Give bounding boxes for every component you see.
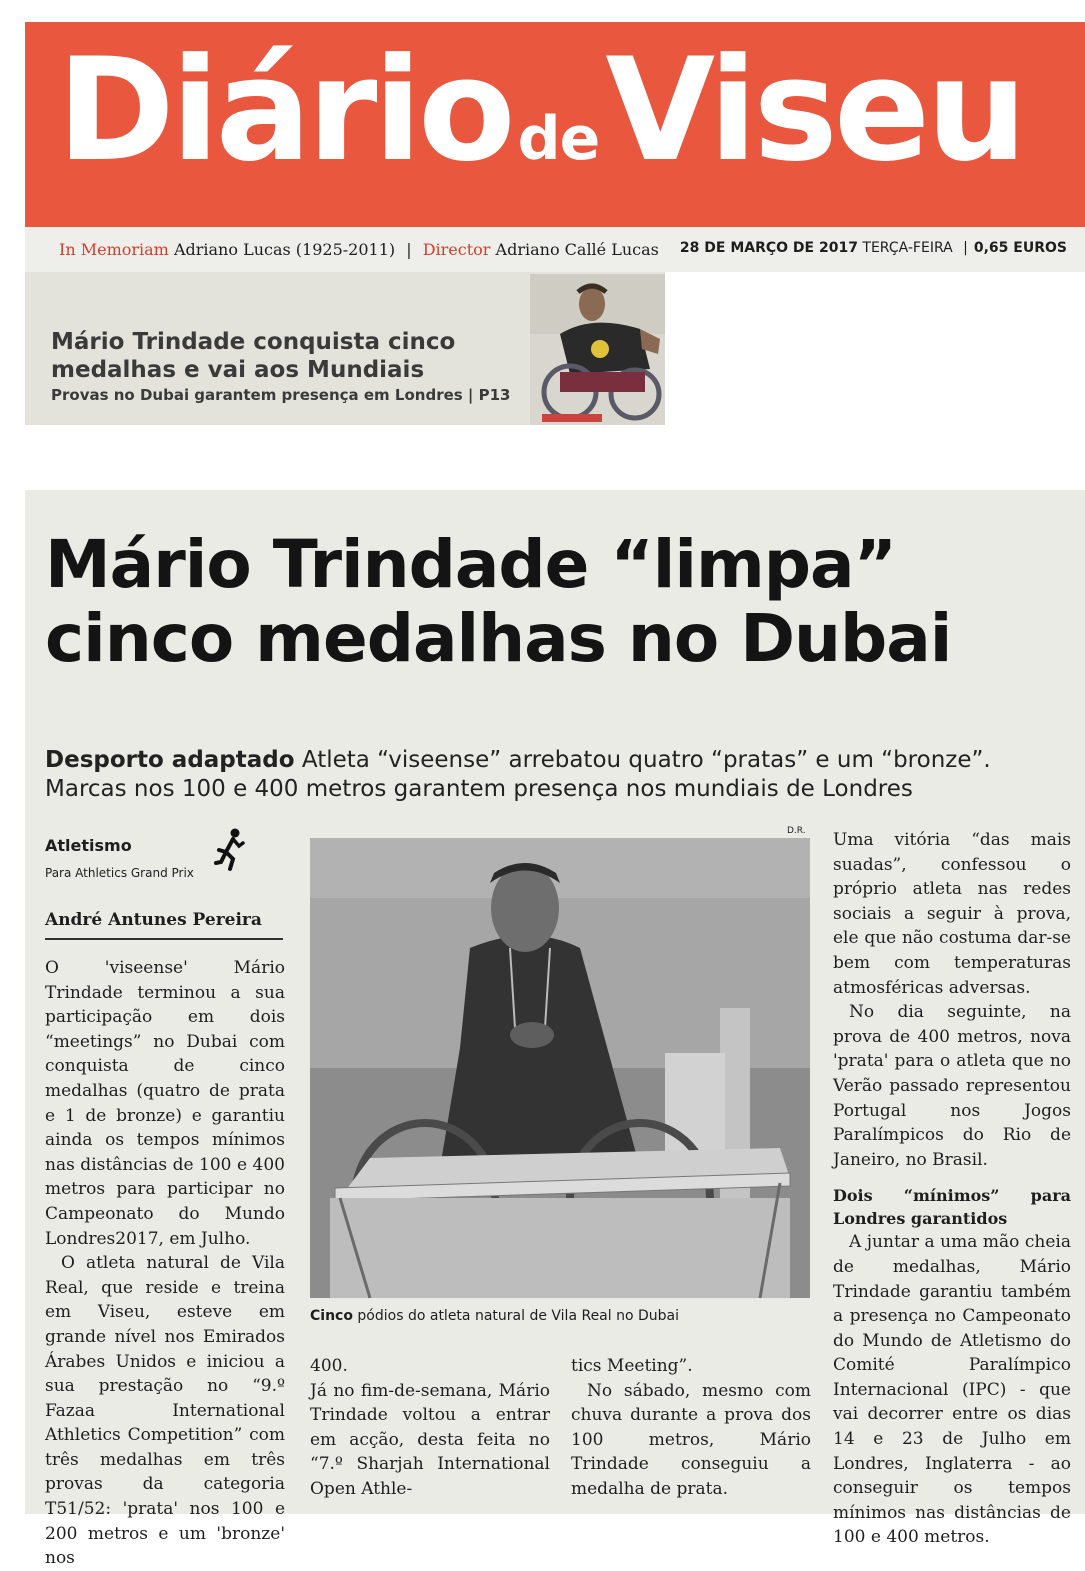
separator: | <box>963 240 968 256</box>
teaser-subline: Provas no Dubai garantem presença em Londres | P13 <box>51 386 511 404</box>
paragraph: 400. <box>310 1356 348 1376</box>
caption-bold: Cinco <box>310 1308 353 1324</box>
byline-divider <box>45 938 283 940</box>
title-city: Viseu <box>605 28 1024 193</box>
column-subheading: Dois “mínimos” para Londres garantidos <box>833 1186 1071 1229</box>
masthead-band <box>25 22 1085 227</box>
article-headline <box>45 528 1005 676</box>
column-1 <box>45 956 285 1571</box>
teaser-headline-line1: Mário Trindade conquista cinco <box>51 329 456 355</box>
wheelchair-athlete-photo <box>530 274 665 425</box>
byline: André Antunes Pereira <box>45 910 262 930</box>
article-clipping <box>25 490 1085 1569</box>
running-person-icon <box>215 828 245 872</box>
masthead-credits <box>59 240 659 259</box>
paragraph: A juntar a uma mão cheia de medalhas, Mário Trindade garantiu também a presença no Campeonato do Mundo de Atletismo do Comité Paralímpico Internacional (IPC) - que vai decorrer entre os dias 14 e 23 de Julho em Londres, Inglaterra - ao conseguir os tempos mínimos nas distâncias de 100 e 400 metros. <box>833 1232 1071 1548</box>
column-3 <box>571 1354 811 1502</box>
director-name: Adriano Callé Lucas <box>495 240 659 259</box>
deck-kicker: Desporto adaptado <box>45 747 295 773</box>
front-page-teaser <box>25 272 665 425</box>
paragraph: No dia seguinte, na prova de 400 metros, nova 'prata' para o atleta que no Verão passado representou Portugal nos Jogos Paralímpicos do Rio de Janeiro, no Brasil. <box>833 1002 1071 1170</box>
memoriam-label: In Memoriam <box>59 240 169 259</box>
masthead <box>25 22 1085 272</box>
paragraph: No sábado, mesmo com chuva durante a prova dos 100 metros, Mário Trindade conseguiu a medalha de prata. <box>571 1380 811 1499</box>
column-4 <box>833 828 1071 1550</box>
photo-caption <box>310 1308 810 1324</box>
paragraph: O 'viseense' Mário Trindade terminou a sua participação em dois “meetings” no Dubai com conquista de cinco medalhas (quatro de prata e 1 de bronze) e garantiu ainda os tempos mínimos nas distâncias de 100 e 400 metros para participar no Campeonato do Mundo Londres2017, em Julho. <box>45 958 285 1249</box>
caption-text: pódios do atleta natural de Vila Real no Dubai <box>352 1308 679 1324</box>
issue-price: 0,65 EUROS <box>973 240 1067 256</box>
paragraph: Já no fim-de-semana, Mário Trindade voltou a entrar em acção, desta feita no “7.º Sharjah International Open Athle- <box>310 1380 550 1499</box>
article-deck <box>45 746 1055 804</box>
deck-line2: Marcas nos 100 e 400 metros garantem presença nos mundiais de Londres <box>45 776 913 802</box>
deck-text1: Atleta “viseense” arrebatou quatro “pratas” e um “bronze”. <box>301 747 991 773</box>
masthead-date-price <box>680 240 1067 256</box>
memoriam-name: Adriano Lucas (1925-2011) <box>173 240 396 259</box>
teaser-headline <box>51 328 521 384</box>
director-label: Director <box>422 240 491 259</box>
title-connector: de <box>517 104 600 174</box>
title-main: Diário <box>57 28 512 193</box>
headline-line2: cinco medalhas no Dubai <box>45 600 952 677</box>
section-label: Atletismo <box>45 836 132 855</box>
photo-credit: D.R. <box>787 826 806 836</box>
newspaper-title <box>57 28 1024 193</box>
column-2 <box>310 1354 550 1502</box>
paragraph: O atleta natural de Vila Real, que reside e treina em Viseu, esteve em grande nível nos Emirados Árabes Unidos e iniciou a sua prestação no “9.º Fazaa International Athletics Competition” com três medalhas em três provas da categoria T51/52: 'prata' nos 100 e 200 metros e um 'bronze' nos <box>45 1253 285 1569</box>
deck-line1 <box>45 746 1055 775</box>
teaser-headline-line2: medalhas e vai aos Mundiais <box>51 357 425 383</box>
headline-line1: Mário Trindade “limpa” <box>45 526 896 603</box>
issue-weekday: TERÇA-FEIRA <box>862 240 953 256</box>
subsection-label: Para Athletics Grand Prix <box>45 866 194 880</box>
wheelchair-athlete-photo <box>310 838 810 1298</box>
paragraph: Uma vitória “das mais suadas”, confessou o próprio atleta nas redes sociais a seguir à prova, ele que não costuma dar-se bem com temperaturas atmosféricas adversas. <box>833 830 1071 998</box>
issue-date: 28 DE MARÇO DE 2017 <box>679 240 858 256</box>
masthead-info-bar <box>25 240 1085 264</box>
paragraph: tics Meeting”. <box>571 1356 693 1376</box>
separator: | <box>406 240 412 259</box>
